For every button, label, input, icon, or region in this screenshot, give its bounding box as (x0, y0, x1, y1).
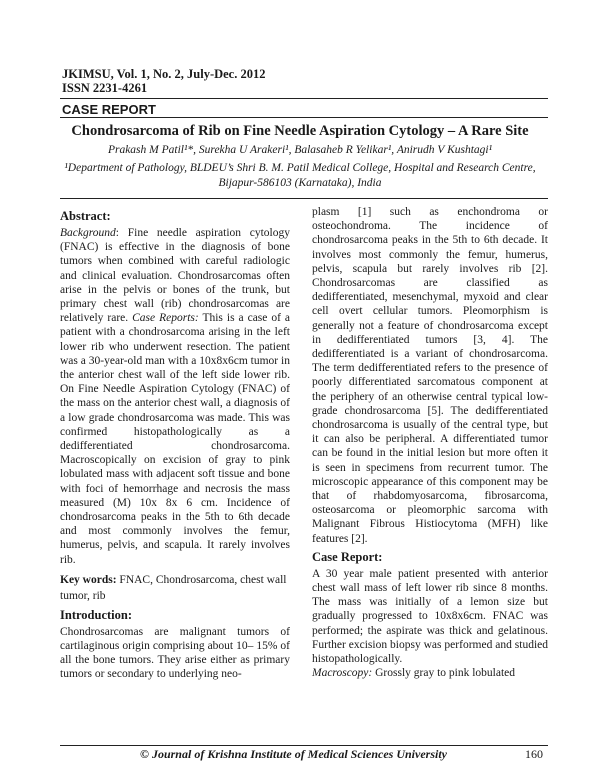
left-column (60, 205, 290, 682)
case-reports-text: This is a case of a patient with a chondrosarcoma arising in the left lower rib who underwent resection. The patient was a 30-year-old man with a 10x8x6cm tumor in the anterior chest wall of the left side lower rib. On Fine Needle Aspiration Cytology (FNAC) of the mass on the anterior chest wall, a diagnosis of a low grade chondrosarcoma was made. This was confirmed histopathologically as a dedifferentiated chondrosarcoma. Macroscopically on excision of gray to pink lobulated mass with adjacent soft tissue and bone with foci of hemorrhage and necrosis the mass measured (M) 10x 8x 6 cm. Incidence of chondrosarcoma peaks in the 5th to 6th decade and most commonly involves the femur, humerus, pelvis, and scapula. It rarely involves rib. (60, 312, 291, 566)
affiliation (40, 161, 560, 190)
abstract-divider (60, 198, 548, 199)
article-title: Chondrosarcoma of Rib on Fine Needle Aspiration Cytology – A Rare Site (71, 123, 529, 139)
authors: Prakash M Patil¹*, Surekha U Arakeri¹, Balasaheb R Yelikar¹, Anirudh V Kushtagi¹ (107, 144, 493, 156)
introduction-text-left: Chondrosarcomas are malignant tumors of cartilaginous origin comprising about 10– 15% of all the bone tumors. They arise either as primary tumors or secondary to underlying neo- (60, 625, 290, 681)
page-number: 160 (525, 747, 543, 761)
title-divider (60, 117, 548, 118)
background-text: : Fine needle aspiration cytology (FNAC) is effective in the diagnosis of bone tumors when combined with careful radiologic and clinical evaluation. Chondrosarcomas often arise in the pelvis or bones of the trunk, but primary chest wall (rib) chondrosarcomas are relatively rare. (60, 227, 290, 325)
case-reports-label: Case Reports: (132, 312, 199, 325)
macroscopy-label: Macroscopy: (312, 667, 373, 680)
journal-citation: JKIMSU, Vol. 1, No. 2, July-Dec. 2012 (62, 67, 266, 81)
background-label: Background (60, 227, 116, 239)
header-divider (60, 98, 548, 99)
introduction-text-right: plasm [1] such as enchondroma or osteochondroma. The incidence of chondrosarcoma peaks in the 5th to 6th decade. It involves most commonly the femur, humerus, pelvis, scapula but rarely involves rib [2]. Chondrosarcomas are classified as dedifferentiated, mesenchymal, myxoid and clear cell overt cellular tumors. Pleomorphism is generally not a feature of chondrosarcoma except in dedifferentiated tumors [3, 4]. The dedifferentiated is a variant of chondrosarcoma. The term dedifferentiated refers to the presence of poorly differentiated sarcomatous component at the periphery of an otherwise central typical low-grade chondrosarcoma [5]. The dedifferentiated chondrosarcoma is usually of the central type, but it can also be peripheral. A differentiated tumor can be found in the initial lesion but more often it is seen in specimens from recurrent tumor. The microscopic appearance of this component may be that of rhabdomyosarcoma, fibrosarcoma, osteosarcoma or pleomorphic sarcoma with Malignant Fibrous Histiocytoma (MFH) like features [2]. (312, 206, 548, 545)
abstract-heading: Abstract: (60, 209, 111, 223)
issn: ISSN 2231-4261 (62, 81, 148, 95)
right-column (312, 205, 548, 681)
abstract-body (60, 226, 290, 567)
case-report-heading: Case Report: (312, 549, 383, 564)
keywords-text: FNAC, Chondrosarcoma, chest wall tumor, rib (60, 573, 287, 602)
keywords-heading: Key words: (60, 573, 117, 586)
footer-divider (60, 745, 548, 746)
macroscopy-paragraph (312, 666, 548, 680)
case-report-text: A 30 year male patient presented with anterior chest wall mass of left lower rib since 8 months. The mass was initially of a lemon size but gradually progressed to 10x8x6cm. FNAC was performed; the aspirate was thick and gelatinous. Further excision biopsy was performed and studied histopathologically. (312, 567, 548, 666)
keywords-block (60, 572, 290, 604)
footer-copyright: © Journal of Krishna Institute of Medical Sciences University (140, 747, 447, 761)
affiliation-line-2: Bijapur-586103 (Karnataka), India (218, 176, 382, 189)
introduction-heading: Introduction: (60, 607, 133, 622)
report-type-label: CASE REPORT (62, 102, 156, 117)
affiliation-line-1: ¹Department of Pathology, BLDEU’s Shri B. M. Patil Medical College, Hospital and Research Centre, (64, 162, 536, 174)
macroscopy-text: Grossly gray to pink lobulated (372, 667, 516, 680)
